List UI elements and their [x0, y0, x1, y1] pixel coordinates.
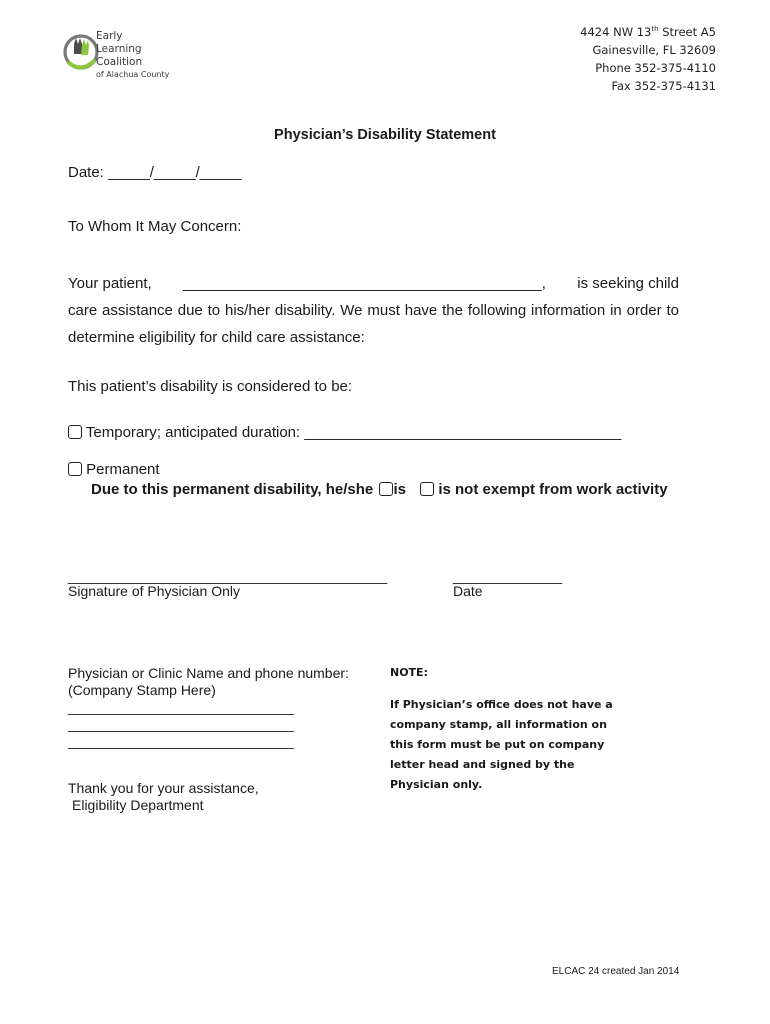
address-fax: Fax 352-375-4131	[611, 78, 716, 93]
form-title: Physician’s Disability Statement	[274, 127, 496, 143]
signature-field[interactable]: _________________________________________	[68, 568, 388, 584]
exempt-prefix: Due to this permanent disability, he/she	[91, 481, 374, 498]
date-field[interactable]: Date: _____/_____/_____	[68, 164, 242, 181]
paragraph-body: care assistance due to his/her disability. We must have the following information in order to determine eligibility for child care assistance:	[68, 302, 679, 346]
thanks-text: Thank you for your assistance,	[68, 780, 259, 796]
option-permanent	[68, 461, 160, 479]
logo-line-coalition: Coalition	[96, 56, 143, 68]
clinic-label: Physician or Clinic Name and phone number:	[68, 665, 349, 681]
salutation: To Whom It May Concern:	[68, 218, 242, 235]
logo-wordmark	[96, 30, 169, 80]
signature-date-field[interactable]: ______________	[453, 568, 563, 584]
patient-line: Your patient, ___________________________________________, is seeking child	[68, 270, 679, 297]
stamp-label: (Company Stamp Here)	[68, 682, 216, 698]
note-heading: NOTE:	[390, 666, 428, 679]
disability-prompt: This patient’s disability is considered to be:	[68, 378, 353, 395]
logo-line-county: of Alachua County	[96, 70, 170, 79]
permanent-checkbox[interactable]	[68, 462, 82, 476]
address-phone: Phone 352-375-4110	[595, 60, 716, 75]
note-body	[390, 695, 613, 795]
clinic-block	[68, 665, 349, 750]
signature-label: Signature of Physician Only	[68, 583, 240, 599]
temporary-label: Temporary; anticipated duration: ______________________________________	[85, 424, 622, 441]
permanent-label: Permanent	[86, 461, 160, 478]
temporary-checkbox[interactable]	[68, 425, 82, 439]
note-line: company stamp, all information on	[390, 718, 607, 731]
closing	[68, 780, 259, 814]
is-exempt-label: is	[393, 481, 406, 498]
note-line: this form must be put on company	[390, 738, 605, 751]
exempt-line	[91, 481, 668, 499]
address-street: 4424 NW 13th Street A5	[580, 24, 716, 39]
patient-paragraph	[68, 270, 679, 351]
note-line: Physician only.	[390, 778, 483, 791]
address-block	[580, 20, 716, 95]
department-text: Eligibility Department	[72, 797, 204, 813]
clinic-line[interactable]: _____________________________	[68, 716, 294, 732]
is-not-exempt-checkbox[interactable]	[420, 482, 434, 496]
is-not-exempt-label: is not exempt from work activity	[438, 481, 668, 498]
is-exempt-checkbox[interactable]	[379, 482, 393, 496]
note-line: letter head and signed by the	[390, 758, 575, 771]
clinic-line[interactable]: _____________________________	[68, 733, 294, 749]
note-line: If Physician’s office does not have a	[390, 698, 613, 711]
clinic-line[interactable]: _____________________________	[68, 699, 294, 715]
option-temporary	[68, 424, 621, 442]
organization-logo	[62, 24, 172, 88]
logo-line-early: Early	[96, 30, 123, 42]
signature-date-label: Date	[453, 583, 483, 599]
form-footer: ELCAC 24 created Jan 2014	[552, 966, 680, 977]
patient-name-field[interactable]: ___________________________________________,	[183, 275, 546, 292]
address-city: Gainesville, FL 32609	[592, 42, 716, 57]
logo-line-learning: Learning	[96, 43, 142, 55]
